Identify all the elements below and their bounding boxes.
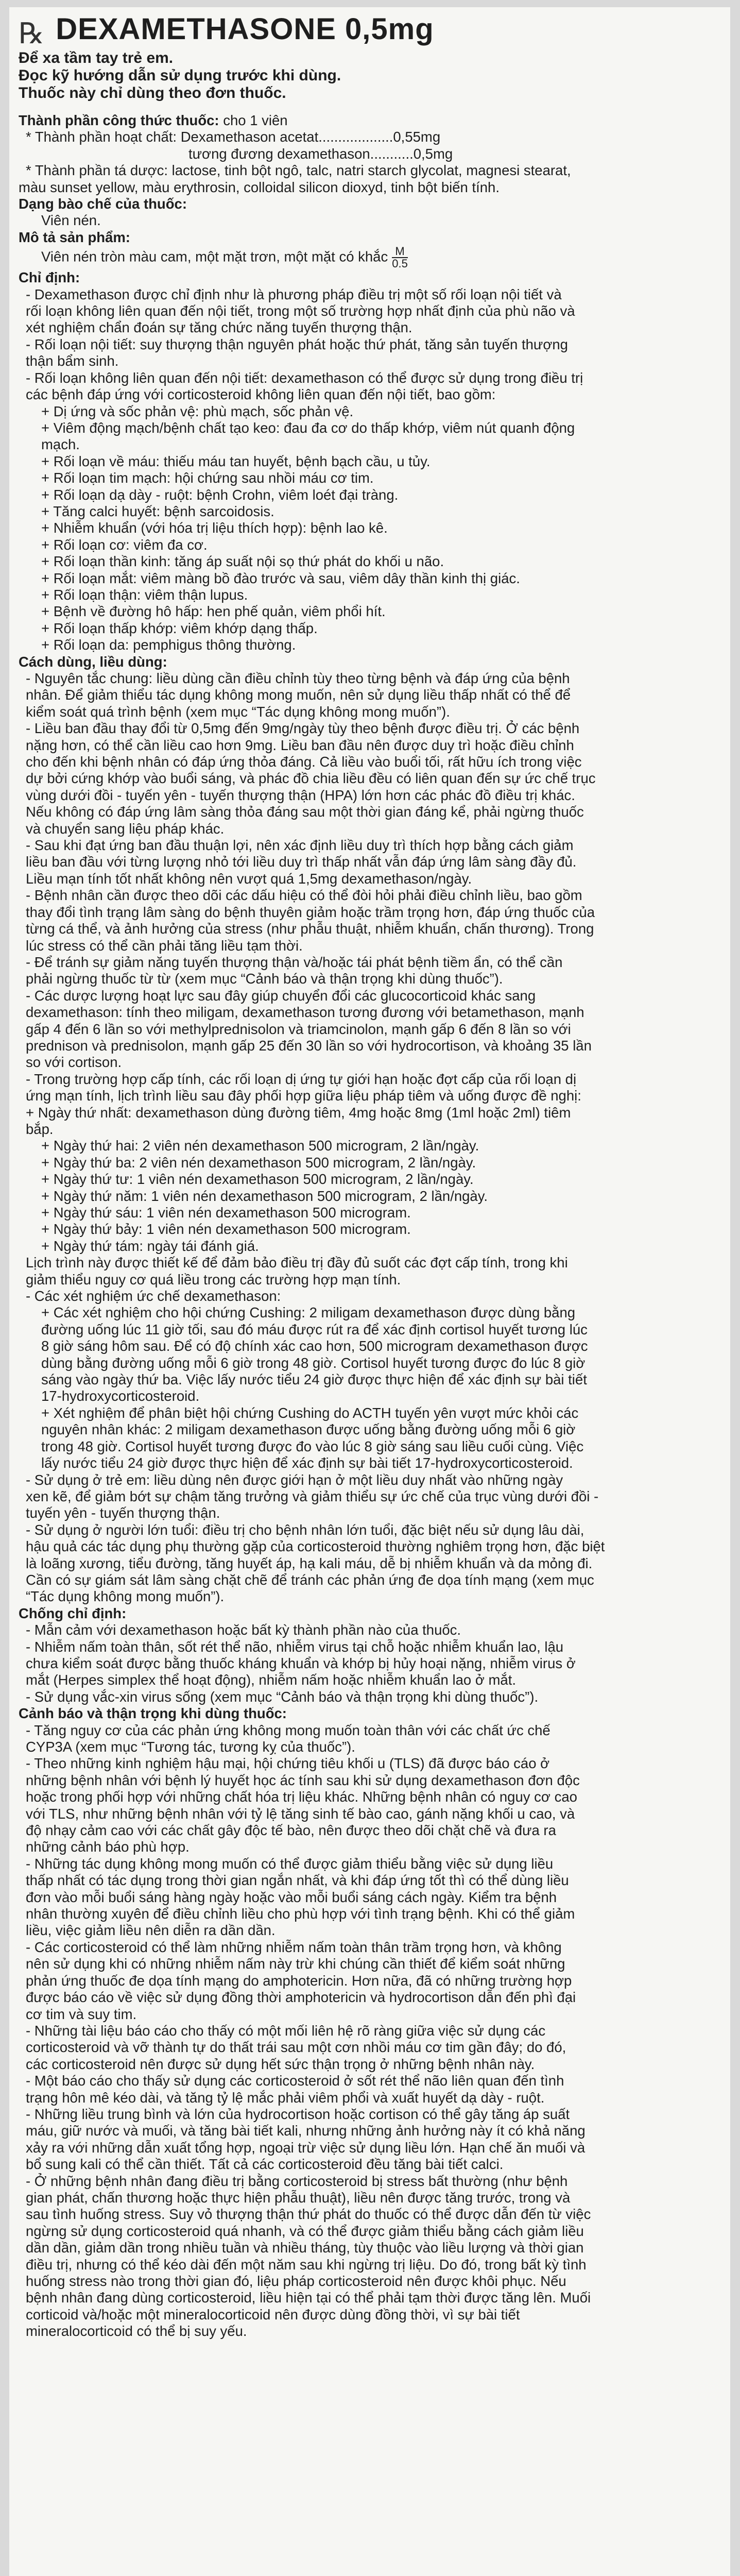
test-line: dùng bằng đường uống mỗi 6 giờ trong 48 giờ. Cortisol huyết tương được đo lúc 8 giờ (41, 1354, 586, 1371)
rx-icon: ℞ (19, 17, 45, 50)
indication-line: thận bẩm sinh. (26, 353, 119, 369)
dosing-line: phải ngừng thuốc từ từ (xem mục “Cảnh báo và thận trọng khi dùng thuốc”). (26, 971, 503, 987)
indication-line: xét nghiệm chẩn đoán sự tăng chức năng tuyến thượng thận. (26, 319, 412, 336)
precaution-line: corticosteroid và vỡ thành tự do thất trái sau một cơn nhồi máu cơ tim gần đây; do đó, (26, 2039, 566, 2056)
indication-line: rối loạn không liên quan đến nội tiết, trong một số trường hợp nhất định của phù não và (26, 303, 575, 319)
dosing-line: ứng mạn tính, lịch trình liều sau đây phối hợp giữa liệu pháp tiêm và uống được đề nghị: (26, 1088, 581, 1104)
dosing-line: prednison và prednisolon, mạnh gấp 25 đến 30 lần so với hydrocortison, và khoảng 35 lần (26, 1037, 592, 1054)
precautions-lines (19, 1722, 717, 2340)
dosing-schedule (19, 1138, 717, 1255)
indication-item: + Rối loạn tim mạch: hội chứng sau nhồi máu cơ tim. (41, 470, 374, 486)
schedule-item: + Ngày thứ sáu: 1 viên nén dexamethason 500 microgram. (41, 1205, 411, 1221)
dosing-line: - Sử dụng ở trẻ em: liều dùng nên được giới hạn ở một liều duy nhất vào những ngày (26, 1471, 563, 1488)
dosing-line: - Các xét nghiệm ức chế dexamethason: (26, 1288, 281, 1304)
dosing-line: kiểm soát quá trình bệnh (xem mục “Tác dụng không mong muốn”). (26, 703, 450, 720)
indication-line: - Dexamethason được chỉ định như là phương pháp điều trị một số rối loạn nội tiết và (26, 286, 562, 302)
contraindications-lines (19, 1622, 717, 1705)
leaflet-header (19, 12, 717, 50)
product-description-line: Viên nén tròn màu cam, một mặt trơn, một mặt có khắc (41, 248, 388, 265)
schedule-item: + Ngày thứ bảy: 1 viên nén dexamethason 500 microgram. (41, 1221, 411, 1238)
warning-line: Để xa tầm tay trẻ em. (19, 49, 174, 66)
precaution-line: sau tình huống stress. Suy vỏ thượng thận thứ phát do thuốc có thể được dẫn đến từ việc (26, 2206, 591, 2223)
composition-heading-suffix: cho 1 viên (219, 112, 288, 128)
dosing-line: cho đến khi bệnh nhân có đáp ứng thỏa đáng. Cả liều vào buổi tối, rất hữu ích trong việc (26, 754, 582, 770)
precaution-line: CYP3A (xem mục “Tương tác, tương kỵ của thuốc”). (26, 1739, 355, 1755)
product-title: DEXAMETHASONE 0,5mg (56, 12, 434, 46)
dosing-line: hậu quả các tác dụng phụ thường gặp của corticosteroid thường nghiêm trọng hơn, đặc biệt (26, 1538, 605, 1555)
dosing-line: - Bệnh nhân cần được theo dõi các dấu hiệu có thể đòi hỏi phải điều chỉnh liều, bao gồm (26, 887, 582, 904)
indication-item: + Rối loạn mắt: viêm màng bồ đào trước và sau, viêm dây thần kinh thị giác. (41, 570, 520, 586)
test-line: sáng vào ngày thứ ba. Việc lấy nước tiểu 24 giờ được thực hiện để xác định sự bài tiết (41, 1371, 587, 1388)
indication-item: + Rối loạn cơ: viêm đa cơ. (41, 536, 208, 553)
warnings (19, 49, 717, 102)
test-line: 8 giờ sáng hôm sau. Để có độ chính xác cao hơn, 500 microgram dexamethason được (41, 1338, 588, 1354)
precaution-line: những bệnh nhân với bệnh lý huyết học ác tính sau khi sử dụng dexamethason đơn độc (26, 1772, 580, 1788)
indication-item: + Rối loạn thấp khớp: viêm khớp dạng thấp. (41, 620, 318, 636)
dosing-block-3 (19, 1472, 717, 1605)
precaution-line: trạng hôn mê kéo dài, và tăng tỷ lệ mắc phải viêm phổi và xuất huyết dạ dày - ruột. (26, 2089, 545, 2106)
indication-line: các bệnh đáp ứng với corticosteroid không liên quan đến nội tiết, bao gồm: (26, 386, 496, 403)
precaution-line: - Ở những bệnh nhân đang điều trị bằng corticosteroid bị stress bất thường (như bệnh (26, 2173, 568, 2189)
dosing-line: thay đổi tình trạng lâm sàng do bệnh thuyên giảm hoặc trầm trọng hơn, đáp ứng thuốc của (26, 904, 595, 920)
leaflet-page (9, 7, 730, 2576)
precaution-line: bệnh nhân đang dùng corticosteroid, liều hiện tại có thể phải tạm thời được tăng lên. Muối (26, 2290, 591, 2306)
indication-item: + Rối loạn về máu: thiếu máu tan huyết, bệnh bạch cầu, u tủy. (41, 453, 431, 469)
precaution-line: độ nhạy cảm cao với các chất gây độc tế bào, nên được theo dõi chặt chẽ và đưa ra (26, 1822, 556, 1839)
indication-item: + Tăng calci huyết: bệnh sarcoidosis. (41, 503, 274, 519)
precaution-line: máu, giữ nước và muối, và tăng bài tiết kali, nhưng những ảnh hưởng này ít có khả năng (26, 2123, 586, 2139)
product-description-heading: Mô tả sản phẩm: (19, 229, 130, 245)
dosing-line: và chuyển sang liệu pháp khác. (26, 820, 225, 837)
precaution-line: - Tăng nguy cơ của các phản ứng không mong muốn toàn thân với các chất ức chế (26, 1722, 550, 1738)
engraving-fraction (392, 246, 408, 269)
precaution-line: được báo cáo về việc sử dụng đồng thời amphotericin và hydrocortison dẫn đến phì đại (26, 1989, 576, 2006)
precaution-line: - Những liều trung bình và lớn của hydrocortison hoặc cortison có thể gây tăng áp suất (26, 2106, 570, 2122)
indication-item: + Nhiễm khuẩn (với hóa trị liệu thích hợp): bệnh lao kê. (41, 520, 388, 536)
dosing-line: liều ban đầu với từng lượng nhỏ tới liều duy trì thấp nhất vẫn đáp ứng lâm sàng đầy đủ. (26, 854, 577, 870)
precaution-line: các corticosteroid nên được sử dụng hết sức thận trọng ở những bệnh nhân này. (26, 2056, 535, 2072)
precaution-line: - Những tác dụng không mong muốn có thể được giảm thiểu bằng việc sử dụng liều (26, 1855, 554, 1872)
dosing-line: dexamethason: tính theo miligam, dexamethason tương đương với betamethason, mạnh (26, 1004, 584, 1021)
dosing-line: - Để tránh sự giảm năng tuyến thượng thận và/hoặc tái phát bệnh tiềm ẩn, có thể cần (26, 954, 563, 970)
precautions-heading: Cảnh báo và thận trọng khi dùng thuốc: (19, 1705, 287, 1722)
product-description-text (19, 246, 717, 269)
schedule-item: + Ngày thứ hai: 2 viên nén dexamethason 500 microgram, 2 lần/ngày. (41, 1138, 479, 1154)
test-line: nguyên nhân khác: 2 miligam dexamethason được uống bằng đường uống mỗi 6 giờ (41, 1421, 576, 1438)
engraving-bottom: 0.5 (392, 257, 408, 270)
dosing-line: xen kẽ, để giảm bớt sự chậm tăng trưởng và giảm thiểu sự ức chế của trục vùng dưới đồi - (26, 1488, 599, 1504)
precaution-line: nhân thường xuyên để điều chỉnh liều cho phù hợp với tình trạng bệnh. Khi có thể giảm (26, 1906, 575, 1922)
schedule-item: + Ngày thứ tư: 1 viên nén dexamethason 500 microgram, 2 lần/ngày. (41, 1171, 474, 1188)
composition-heading-line (19, 112, 717, 129)
precaution-line: bổ sung kali có thể cần thiết. Tất cả các corticosteroid đều tăng bài tiết calci. (26, 2156, 504, 2173)
precaution-line: mineralocorticoid có thể bị suy yếu. (26, 2323, 247, 2340)
composition-heading: Thành phần công thức thuốc: (19, 112, 219, 128)
precaution-line: - Một báo cáo cho thấy sử dụng các corticosteroid ở sốt rét thể não liên quan đến tình (26, 2073, 564, 2089)
dosing-block-1 (19, 670, 717, 1138)
indications-heading: Chỉ định: (19, 269, 80, 286)
dosing-line: từng cá thể, và ảnh hưởng của stress (như phẫu thuật, nhiễm khuẩn, chấn thương). Trong (26, 921, 594, 937)
test-line: 17-hydroxycorticosteroid. (41, 1388, 200, 1404)
dosing-line: “Tác dụng không mong muốn”). (26, 1588, 225, 1605)
dosing-line: lúc stress có thể cần phải tăng liều tạm thời. (26, 937, 303, 954)
dosing-line: - Liều ban đầu thay đổi từ 0,5mg đến 9mg/ngày tùy theo bệnh được điều trị. Ở các bệnh (26, 720, 580, 737)
contraindication-line: - Nhiễm nấm toàn thân, sốt rét thể não, nhiễm virus tại chỗ hoặc nhiễm khuẩn lao, lậu (26, 1638, 564, 1655)
dosing-line: - Trong trường hợp cấp tính, các rối loạn dị ứng tự giới hạn hoặc đợt cấp của rối loạn dị (26, 1071, 577, 1087)
dosing-line: nặng hơn, có thể cần liều cao hơn 9mg. Liều ban đầu nên được duy trì hoặc điều chỉnh (26, 737, 574, 753)
schedule-item: + Ngày thứ tám: ngày tái đánh giá. (41, 1238, 259, 1254)
dosing-line: Liều mạn tính tốt nhất không nên vượt quá 1,5mg dexamethason/ngày. (26, 870, 472, 887)
precaution-line: cơ tim và suy tim. (26, 2006, 137, 2022)
precaution-line: ngừng sử dụng corticosteroid quá nhanh, và có thể được giảm thiểu bằng cách giảm liều (26, 2223, 584, 2239)
precaution-line: - Các corticosteroid có thể làm những nhiễm nấm toàn thân trầm trọng hơn, và không (26, 1939, 562, 1955)
contraindication-line: chưa kiểm soát được bằng thuốc kháng khuẩn và khớp bị hủy hoại nặng, nhiễm virus ở (26, 1655, 576, 1671)
warning-line: Đọc kỹ hướng dẫn sử dụng trước khi dùng. (19, 67, 341, 84)
dosing-line: + Ngày thứ nhất: dexamethason dùng đường tiêm, 4mg hoặc 8mg (1ml hoặc 2ml) tiêm (26, 1104, 571, 1121)
dosing-line: Cần có sự giám sát lâm sàng chặt chẽ để tránh các phản ứng đe dọa tính mạng (xem mục (26, 1571, 594, 1588)
precaution-line: - Những tài liệu báo cáo cho thấy có một mối liên hệ rõ ràng giữa việc sử dụng các (26, 2022, 546, 2039)
dosing-line: tuyến yên - tuyến thượng thận. (26, 1505, 220, 1521)
indications-items (19, 403, 717, 654)
dosing-line: giảm thiểu nguy cơ quá liều trong các trường hợp mạn tính. (26, 1271, 401, 1287)
precaution-line: hoặc trong phối hợp với những chất hóa trị liệu khác. Những bệnh nhân có nguy cơ cao (26, 1789, 577, 1805)
indication-item: + Viêm động mạch/bệnh chất tạo keo: đau đa cơ do thấp khớp, viêm nút quanh động (41, 419, 575, 436)
indication-item: + Rối loạn da: pemphigus thông thường. (41, 637, 296, 653)
dosing-line: - Sau khi đạt ứng ban đầu thuận lợi, nên xác định liều duy trì thích hợp bằng cách giảm (26, 837, 574, 854)
precaution-line: điều trị, nhưng có thể kéo dài đến một năm sau khi ngừng trị liệu. Do đó, trong bất kỳ tình (26, 2256, 587, 2273)
indication-item: + Rối loạn thần kinh: tăng áp suất nội sọ thứ phát do khối u não. (41, 553, 444, 570)
precaution-line: xảy ra với những dẫn xuất tổng hợp, ngoại trừ việc sử dụng liều lớn. Hạn chế ăn muối và (26, 2139, 586, 2156)
engraving-top: M (392, 246, 407, 258)
precaution-line: đơn vào mỗi buổi sáng hàng ngày hoặc vào mỗi buổi sáng cách ngày. Kiểm tra bệnh (26, 1889, 557, 1905)
indication-line: - Rối loạn nội tiết: suy thượng thận nguyên phát hoặc thứ phát, tăng sản tuyến thượng (26, 336, 568, 352)
dosing-line: là loãng xương, tiểu đường, tăng huyết áp, hạ kali máu, dễ bị nhiễm khuẩn và da mỏng đi. (26, 1555, 593, 1571)
contraindication-line: - Sử dụng vắc-xin virus sống (xem mục “Cảnh báo và thận trọng khi dùng thuốc”). (26, 1688, 539, 1705)
indication-item: + Bệnh về đường hô hấp: hen phế quản, viêm phổi hít. (41, 603, 386, 620)
precaution-line: với TLS, như những bệnh nhân với tỷ lệ tăng sinh tế bào cao, gánh nặng khối u cao, và (26, 1805, 575, 1822)
precaution-line: dần dần, giảm dần trong nhiều tuần và nhiều tháng, tùy thuộc vào liều lượng và thời gian (26, 2240, 584, 2256)
test-line: + Các xét nghiệm cho hội chứng Cushing: 2 miligam dexamethason được dùng bằng (41, 1304, 576, 1321)
precaution-line: huống stress nào trong thời gian đó, liệu pháp corticosteroid nên được khôi phục. Nếu (26, 2273, 566, 2289)
precaution-line: phản ứng thuốc đe dọa tính mạng do amphotericin. Hơn nữa, đã có những trường hợp (26, 1972, 572, 1989)
schedule-item: + Ngày thứ năm: 1 viên nén dexamethason 500 microgram, 2 lần/ngày. (41, 1188, 488, 1204)
warning-line: Thuốc này chỉ dùng theo đơn thuốc. (19, 84, 286, 101)
precaution-line: corticoid và/hoặc một mineralocorticoid nên được dùng đồng thời, vì sự bài tiết (26, 2306, 520, 2323)
precaution-line: liều, việc giảm liều nên diễn ra dần dần. (26, 1922, 276, 1939)
dosing-line: dự bởi cứng khớp vào buổi sáng, và phác đồ chia liều đều có liên quan đến sự ức chế trục (26, 770, 596, 787)
dosing-tests (19, 1304, 717, 1471)
indication-line: - Rối loạn không liên quan đến nội tiết: dexamethason có thể được sử dụng trong điều trị (26, 369, 583, 386)
dosage-form-text: Viên nén. (41, 212, 101, 229)
indication-item: mạch. (41, 436, 80, 453)
indications-lines (19, 286, 717, 403)
indication-item: + Rối loạn thận: viêm thận lupus. (41, 586, 248, 603)
dosing-line: Nếu không có đáp ứng lâm sàng thỏa đáng sau một thời gian đáng kể, phải ngừng thuốc (26, 804, 584, 820)
precaution-line: nên sử dụng khi có những nhiễm nấm này trừ khi chúng cần thiết để kiểm soát những (26, 1956, 565, 1972)
dosing-heading: Cách dùng, liều dùng: (19, 653, 167, 670)
precaution-line: những cảnh báo phù hợp. (26, 1839, 190, 1855)
dosage-form-heading: Dạng bào chế của thuốc: (19, 196, 187, 212)
active-ingredient-line: * Thành phần hoạt chất: Dexamethason acetat...................0,55mg (26, 129, 441, 145)
test-line: lấy nước tiểu 24 giờ được thực hiện để xác định sự bài tiết 17-hydroxycorticosteroid. (41, 1455, 573, 1471)
contraindication-line: mắt (Herpes simplex thể hoạt động), nhiễm nấm hoặc nhiễm khuẩn lao ở mắt. (26, 1672, 516, 1688)
dosing-line: - Sử dụng ở người lớn tuổi: điều trị cho bệnh nhân lớn tuổi, đặc biệt nếu sử dụng lâu dài, (26, 1521, 584, 1538)
test-line: + Xét nghiệm để phân biệt hội chứng Cushing do ACTH tuyến yên vượt mức khỏi các (41, 1404, 579, 1421)
dosing-line: so với cortison. (26, 1054, 122, 1071)
precaution-line: - Theo những kinh nghiệm hậu mại, hội chứng tiêu khối u (TLS) đã được báo cáo ở (26, 1755, 550, 1772)
test-line: đường uống lúc 11 giờ tối, sau đó máu được rút ra để xác định cortisol huyết tương lúc (41, 1321, 588, 1337)
precaution-line: thấp nhất có tác dụng trong thời gian ngắn nhất, và khi đáp ứng tốt thì có thể dùng liều (26, 1872, 569, 1889)
dosing-line: bắp. (26, 1121, 54, 1137)
test-line: trong 48 giờ. Cortisol huyết tương được đo vào lúc 8 giờ sáng sau liều cuối cùng. Việc (41, 1438, 584, 1454)
schedule-item: + Ngày thứ ba: 2 viên nén dexamethason 500 microgram, 2 lần/ngày. (41, 1154, 476, 1171)
indication-item: + Rối loạn dạ dày - ruột: bệnh Crohn, viêm loét đại tràng. (41, 486, 399, 503)
excipient-line: màu sunset yellow, màu erythrosin, colloidal silicon dioxyd, tinh bột biến tính. (19, 179, 500, 195)
dosing-line: Lịch trình này được thiết kế để đảm bảo điều trị đầy đủ suốt các đợt cấp tính, trong khi (26, 1255, 568, 1271)
dosing-line: vùng dưới đồi - tuyến yên - tuyến thượng thận (HPA) lớn hơn các phác đồ điều trị khác. (26, 787, 575, 803)
precaution-line: gian phát, chấn thương hoặc thực hiện phẫu thuật), liều nên được tăng trước, trong và (26, 2189, 571, 2206)
contraindication-line: - Mẫn cảm với dexamethason hoặc bất kỳ thành phần nào của thuốc. (26, 1622, 461, 1638)
dosing-line: gấp 4 đến 6 lần so với methylprednisolon và triamcinolon, mạnh gấp 6 đến 8 lần so với (26, 1021, 571, 1037)
dosing-line: - Nguyên tắc chung: liều dùng cần điều chỉnh tùy theo từng bệnh và đáp ứng của bệnh (26, 670, 570, 686)
dosing-line: nhân. Để giảm thiểu tác dụng không mong muốn, nên sử dụng liều thấp nhất có thể để (26, 687, 571, 703)
dosing-block-2 (19, 1255, 717, 1304)
indication-item: + Dị ứng và sốc phản vệ: phù mạch, sốc phản vệ. (41, 403, 354, 419)
active-equivalent-line: tương đương dexamethason...........0,5mg (188, 145, 453, 162)
dosing-line: - Các dược lượng hoạt lực sau đây giúp chuyển đổi các glucocorticoid khác sang (26, 987, 536, 1004)
excipient-line: * Thành phần tá dược: lactose, tinh bột ngô, talc, natri starch glycolat, magnesi stearat, (26, 162, 571, 179)
contraindications-heading: Chống chỉ định: (19, 1605, 127, 1621)
